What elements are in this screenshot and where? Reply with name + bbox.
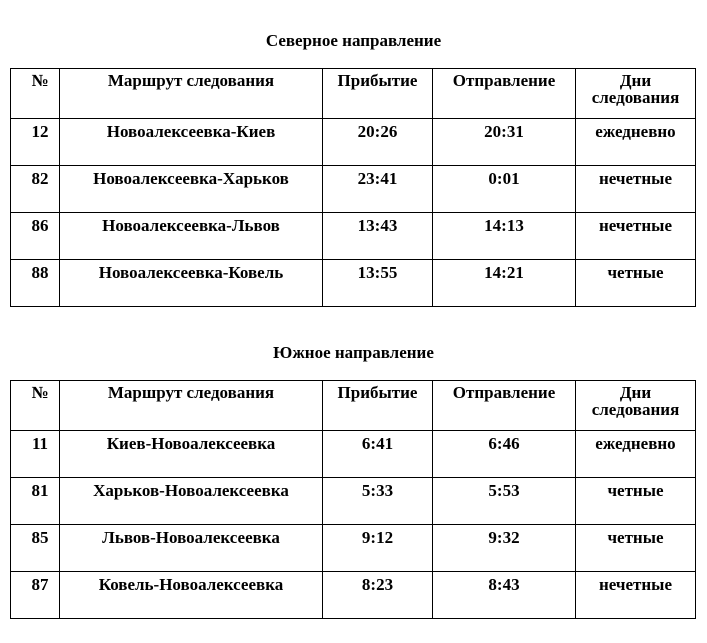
- running-days: нечетные: [576, 572, 696, 619]
- header-route: Маршрут следования: [60, 381, 323, 431]
- table-row: [11, 119, 696, 166]
- header-departure: Отправление: [433, 381, 576, 431]
- south-direction-title: Южное направление: [273, 343, 434, 362]
- header-arrival: Прибытие: [323, 69, 433, 119]
- departure-time: 20:31: [433, 119, 576, 166]
- arrival-time: 23:41: [323, 166, 433, 213]
- north-direction-title: Северное направление: [265, 31, 442, 50]
- header-arrival: Прибытие: [323, 381, 433, 431]
- table-row: [11, 431, 696, 478]
- header-departure: Отправление: [433, 69, 576, 119]
- train-number: 86: [11, 213, 60, 260]
- arrival-time: 8:23: [323, 572, 433, 619]
- arrival-time: 13:55: [323, 260, 433, 307]
- header-days-line1: Дни: [619, 71, 652, 90]
- train-number: 81: [11, 478, 60, 525]
- header-days-line2: следования: [591, 88, 680, 107]
- table-header-row: [11, 69, 696, 119]
- table-row: [11, 525, 696, 572]
- table-row: [11, 166, 696, 213]
- train-number: 11: [11, 431, 60, 478]
- header-number: №: [11, 381, 60, 431]
- route: Харьков-Новоалексеевка: [60, 478, 323, 525]
- route: Новоалексеевка-Ковель: [60, 260, 323, 307]
- route: Ковель-Новоалексеевка: [60, 572, 323, 619]
- running-days: ежедневно: [576, 431, 696, 478]
- route: Новоалексеевка-Киев: [60, 119, 323, 166]
- table-row: [11, 260, 696, 307]
- route: Киев-Новоалексеевка: [60, 431, 323, 478]
- route: Новоалексеевка-Харьков: [60, 166, 323, 213]
- train-number: 87: [11, 572, 60, 619]
- arrival-time: 9:12: [323, 525, 433, 572]
- train-number: 85: [11, 525, 60, 572]
- south-schedule-table: [10, 380, 696, 619]
- departure-time: 9:32: [433, 525, 576, 572]
- departure-time: 5:53: [433, 478, 576, 525]
- running-days: четные: [576, 260, 696, 307]
- header-days: [576, 69, 696, 119]
- route: Львов-Новоалексеевка: [60, 525, 323, 572]
- train-number: 12: [11, 119, 60, 166]
- route: Новоалексеевка-Львов: [60, 213, 323, 260]
- train-number: 88: [11, 260, 60, 307]
- arrival-time: 5:33: [323, 478, 433, 525]
- table-header-row: [11, 381, 696, 431]
- running-days: четные: [576, 525, 696, 572]
- header-days: [576, 381, 696, 431]
- departure-time: 0:01: [433, 166, 576, 213]
- departure-time: 8:43: [433, 572, 576, 619]
- header-days-line2: следования: [591, 400, 680, 419]
- header-route: Маршрут следования: [60, 69, 323, 119]
- running-days: нечетные: [576, 213, 696, 260]
- table-row: [11, 572, 696, 619]
- arrival-time: 6:41: [323, 431, 433, 478]
- running-days: ежедневно: [576, 119, 696, 166]
- running-days: четные: [576, 478, 696, 525]
- arrival-time: 13:43: [323, 213, 433, 260]
- north-schedule-table: [10, 68, 696, 307]
- header-number: №: [11, 69, 60, 119]
- running-days: нечетные: [576, 166, 696, 213]
- departure-time: 6:46: [433, 431, 576, 478]
- header-days-line1: Дни: [619, 383, 652, 402]
- departure-time: 14:13: [433, 213, 576, 260]
- arrival-time: 20:26: [323, 119, 433, 166]
- table-row: [11, 213, 696, 260]
- train-number: 82: [11, 166, 60, 213]
- departure-time: 14:21: [433, 260, 576, 307]
- table-row: [11, 478, 696, 525]
